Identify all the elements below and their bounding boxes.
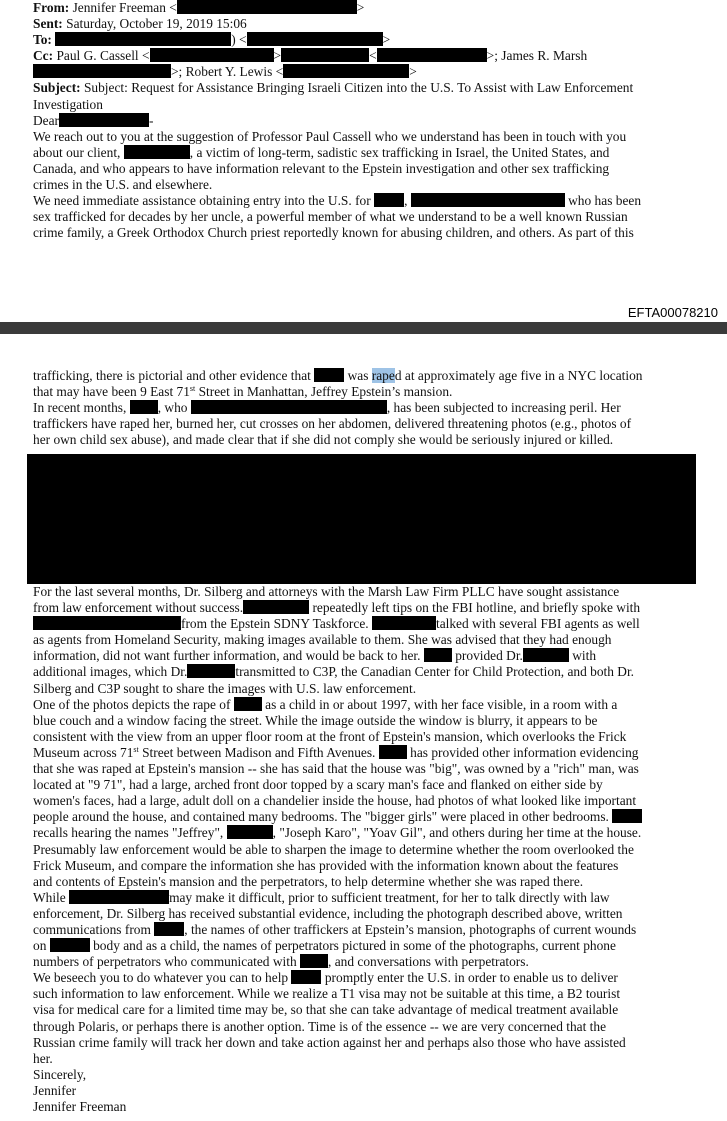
redaction-block	[424, 648, 452, 662]
redaction-block	[281, 48, 369, 62]
redaction-block	[55, 32, 231, 46]
redaction-block	[130, 400, 158, 414]
paragraph-line: crimes in the U.S. and elsewhere.	[33, 177, 213, 193]
paragraph-line: sex trafficked for decades by her uncle, a powerful member of what we understand to be a well known Russian	[33, 209, 628, 225]
paragraph-body: For the last several months, Dr. Silberg and attorneys with the Marsh Law Firm PLLC have sought assistance from law enforcement without success. repeatedly left tips on the FBI hotline, and briefly spoke with from the Epstein SDNY Taskforce. talked with several FBI agents as well as agents from Homeland Security, making images available to them. She was advised that they had enough information, did not want further information, and would be back to her. provided Dr. with additional images, which Dr. transmitted to C3P, the Canadian Center for Child Protection, and both Dr. Silberg and C3P sought to share the images with U.S. law enforcement. One of the photos depicts the rape of as a child in or about 1997, with her face visible, in a room with a blue couch and a window facing the street. While the image outside the window is blurry, it appears to be consistent with the view from an upper floor room at the front of Epstein's mansion, which overlooks the Frick Museum across 71st Street between Madison and Fifth Avenues. has provided other information evidencing that she was raped at Epstein's mansion -- she has said that the house was "big", was owned by a "rich" man, was located at "9 71", had a large, arched front door topped by a scary man's face and flanked on either side by women's faces, had a large, adult doll on a chandelier inside the house, had photos of what looked like important people around the house, and contained many bedrooms. The "bigger girls" were placed in other bedrooms. recalls hearing the names "Jeffrey", , "Joseph Karo", "Yoav Gil", and others during her time at the house. Presumably law enforcement would be able to sharpen the image to determine whether the room overlooked the Frick Museum, and compare the information she has provided with the information known about the features and contents of Epstein's mansion and the perpetrators, to help determine whether she was raped there. While may make it difficult, prior to sufficient treatment, for her to talk directly with law enforcement, Dr. Silberg has received substantial evidence, including the photograph described above, written communications from , the names of other traffickers at Epstein’s mansion, photographs of current wounds on body and as a child, the names of perpetrators pictured in some of the photographs, current phone numbers of perpetrators who communicated with , and conversations with perpetrators. We beseech you to do whatever you can to help promptly enter the U.S. in order to enable us to deliver such information to law enforcement. While we realize a T1 visa may not be suitable at this time, a B2 tourist visa for medical care for a limited time may be, so that she can take advantage of medical treatment available through Polaris, or perhaps there is another option. Time is of the essence -- we are very concerned that the Russian crime family will track her down and take action against her and perhaps also those who have assisted her. Sincerely, Jennifer Jennifer Freeman	[33, 584, 693, 1115]
redaction-block	[523, 648, 569, 662]
redaction-block	[33, 616, 181, 630]
email-header: From: Jennifer Freeman < > Sent: Saturday, October 19, 2019 15:06 To: ) < > Cc: Paul G. Cassell < > < >; James R. Marsh >; Robert Y. Lewis < > Subject: Subject: Request for Assistance Bringing Israeli Citizen into the U.S. To Assist with Law Enforcement Investigation Dear - We reach out to you at the suggestion of Professor Paul Cassell who we understand has been in touch with you about our client, , a victim of long-term, sadistic sex trafficking in Israel, the United States, and Canada, and who appears to have information relevant to the Epstein investigation and other sex trafficking crimes in the U.S. and elsewhere. We need immediate assistance obtaining entry into the U.S. for , who has been sex trafficked for decades by her uncle, a powerful member of what we understand to be a well known Russian crime family, a Greek Orthodox Church priest reportedly known for abusing children, and others. As part of this	[33, 0, 693, 241]
highlighted-text: rape	[371, 368, 395, 383]
redaction-block	[300, 954, 328, 968]
cc-value: Paul G. Cassell <	[56, 48, 150, 64]
redaction-block	[372, 616, 436, 630]
redaction-block	[379, 745, 407, 759]
redaction-block	[227, 825, 273, 839]
redaction-block	[411, 193, 565, 207]
paragraph-line: traffickers have raped her, burned her, cut crosses on her abdomen, delivered threatening photos (e.g., photos of	[33, 416, 632, 432]
sent-label: Sent:	[33, 16, 63, 32]
sent-value: Saturday, October 19, 2019 15:06	[66, 16, 247, 32]
closing: Sincerely,	[33, 1066, 87, 1082]
paragraph-line: Canada, and who appears to have information relevant to the Epstein investigation and other sex trafficking	[33, 160, 610, 176]
page-separator	[0, 322, 727, 334]
redaction-block	[50, 938, 90, 952]
cc-label: Cc:	[33, 48, 54, 64]
redaction-block	[291, 970, 321, 984]
redaction-block	[374, 193, 404, 207]
redaction-block	[612, 809, 642, 823]
subject-label: Subject:	[33, 80, 81, 96]
to-label: To:	[33, 32, 52, 48]
paragraph-trafficking: trafficking, there is pictorial and other evidence that was raped at approximately age five in a NYC location that may have been 9 East 71st Street in Manhattan, Jeffrey Epstein’s mansion. In recent months, , who , has been subjected to increasing peril. Her traffickers have raped her, burned her, cut crosses on her abdomen, delivered threatening photos (e.g., photos of her own child sex abuse), and made clear that if she did not comply she would be seriously injured or killed.	[33, 368, 693, 448]
bates-number: EFTA00078210	[627, 305, 718, 320]
document-page-1	[0, 0, 727, 322]
redaction-block	[314, 368, 344, 382]
redaction-block	[59, 113, 149, 127]
from-label: From:	[33, 0, 70, 15]
paragraph-line: We reach out to you at the suggestion of Professor Paul Cassell who we understand has been in touch with you	[33, 128, 627, 144]
subject-continuation: Investigation	[33, 96, 103, 112]
redaction-block	[154, 922, 184, 936]
salutation: Dear	[33, 112, 60, 128]
redaction-block	[177, 0, 357, 14]
redaction-block	[187, 664, 235, 678]
redaction-block	[191, 400, 387, 414]
from-value: Jennifer Freeman <	[72, 0, 177, 15]
paragraph-line: crime family, a Greek Orthodox Church priest reportedly known for abusing children, and others. As part of this	[33, 225, 634, 241]
redaction-block	[283, 64, 409, 78]
redaction-block	[234, 697, 262, 711]
redaction-block	[69, 890, 169, 904]
subject-value: Subject: Request for Assistance Bringing Israeli Citizen into the U.S. To Assist with Law Enforcement	[83, 80, 634, 96]
redaction-block	[124, 145, 190, 159]
redaction-block	[150, 48, 274, 62]
redaction-block	[247, 32, 383, 46]
document-page-2	[0, 334, 727, 1121]
paragraph-line: her own child sex abuse), and made clear that if she did not comply she would be seriously injured or killed.	[33, 432, 614, 448]
redaction-block	[243, 600, 309, 614]
redaction-block	[33, 64, 171, 78]
signature-full: Jennifer Freeman	[33, 1099, 127, 1114]
redacted-paragraph-block	[27, 454, 696, 584]
redaction-block	[377, 48, 487, 62]
signature-first: Jennifer	[33, 1082, 77, 1098]
